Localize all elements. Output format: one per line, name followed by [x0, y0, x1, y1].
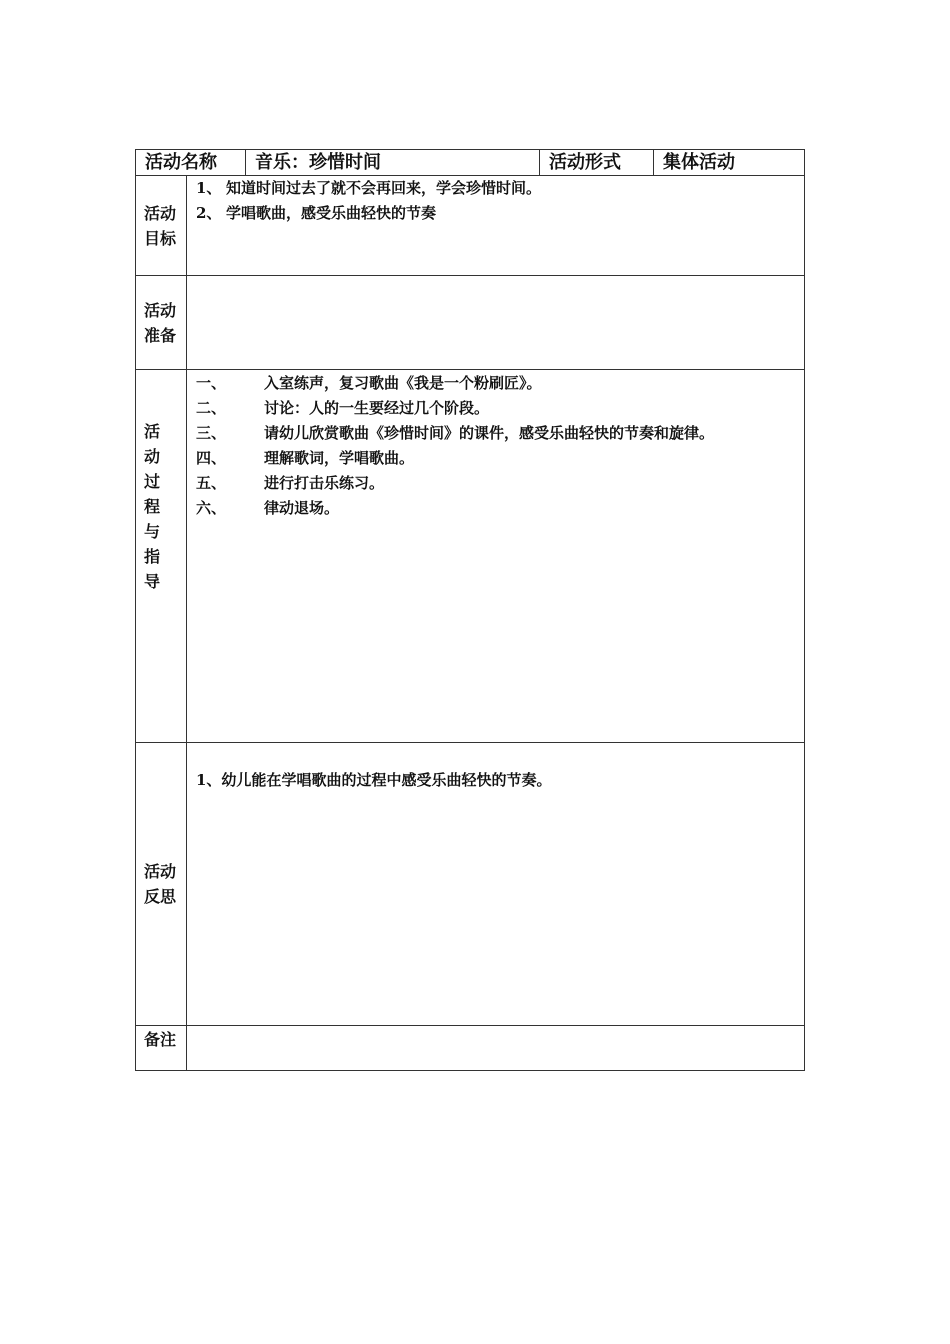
notes-content	[187, 1026, 805, 1071]
activity-name-value: 音乐：珍惜时间	[246, 150, 540, 176]
notes-label: 备注	[136, 1026, 187, 1071]
process-step	[196, 396, 804, 421]
process-step-number: 二、	[196, 399, 227, 417]
process-step-number: 一、	[196, 374, 227, 392]
reflection-label-line2: 反思	[144, 887, 177, 906]
prep-row	[136, 276, 805, 370]
process-row	[136, 370, 805, 743]
goals-row	[136, 176, 805, 276]
goal-item-text: 学唱歌曲，感受乐曲轻快的节奏	[226, 204, 437, 222]
goal-item	[196, 176, 804, 201]
prep-content	[187, 276, 805, 370]
process-label-char: 过	[144, 472, 161, 491]
process-step	[196, 371, 804, 396]
reflection-row	[136, 743, 805, 1026]
reflection-label-line1: 活动	[144, 862, 177, 881]
process-label-char: 与	[144, 522, 161, 541]
goal-item-number: 2、	[196, 204, 222, 222]
process-content	[187, 370, 805, 743]
process-label-char: 活	[144, 422, 161, 441]
activity-form-label: 活动形式	[540, 150, 654, 176]
process-step-text: 入室练声，复习歌曲《我是一个粉刷匠》。	[264, 374, 542, 392]
header-row	[136, 150, 805, 176]
process-step-number: 五、	[196, 474, 227, 492]
process-step-number: 四、	[196, 449, 227, 467]
process-step	[196, 471, 804, 496]
goals-label-line2: 目标	[144, 228, 177, 248]
process-label	[136, 370, 187, 743]
goal-item-number: 1、	[196, 179, 222, 197]
goal-item-text: 知道时间过去了就不会再回来，学会珍惜时间。	[226, 179, 542, 197]
process-label-char: 动	[144, 447, 161, 466]
process-step-text: 律动退场。	[264, 499, 340, 517]
reflection-label	[136, 743, 187, 1026]
process-label-char: 指	[144, 547, 161, 566]
process-label-char: 程	[144, 497, 161, 516]
activity-name-label: 活动名称	[136, 150, 246, 176]
process-label-char: 导	[144, 572, 161, 591]
activity-form-value: 集体活动	[654, 150, 805, 176]
goal-item	[196, 201, 804, 226]
process-step	[196, 446, 804, 471]
goals-content	[187, 176, 805, 276]
process-step-text: 讨论：人的一生要经过几个阶段。	[264, 399, 490, 417]
process-step-number: 六、	[196, 499, 227, 517]
goals-label	[136, 176, 187, 276]
process-step	[196, 496, 804, 521]
prep-label-line1: 活动	[144, 300, 177, 320]
activity-plan-table	[135, 149, 805, 1071]
process-step-text: 进行打击乐练习。	[264, 474, 385, 492]
prep-label-line2: 准备	[144, 325, 177, 345]
notes-row	[136, 1026, 805, 1071]
process-step-text: 理解歌词，学唱歌曲。	[264, 449, 415, 467]
goals-label-line1: 活动	[144, 203, 177, 223]
prep-label	[136, 276, 187, 370]
reflection-content: 1、幼儿能在学唱歌曲的过程中感受乐曲轻快的节奏。	[187, 743, 805, 1026]
process-step-text: 请幼儿欣赏歌曲《珍惜时间》的课件，感受乐曲轻快的节奏和旋律。	[264, 424, 715, 442]
process-step-number: 三、	[196, 424, 227, 442]
process-step	[196, 421, 804, 446]
